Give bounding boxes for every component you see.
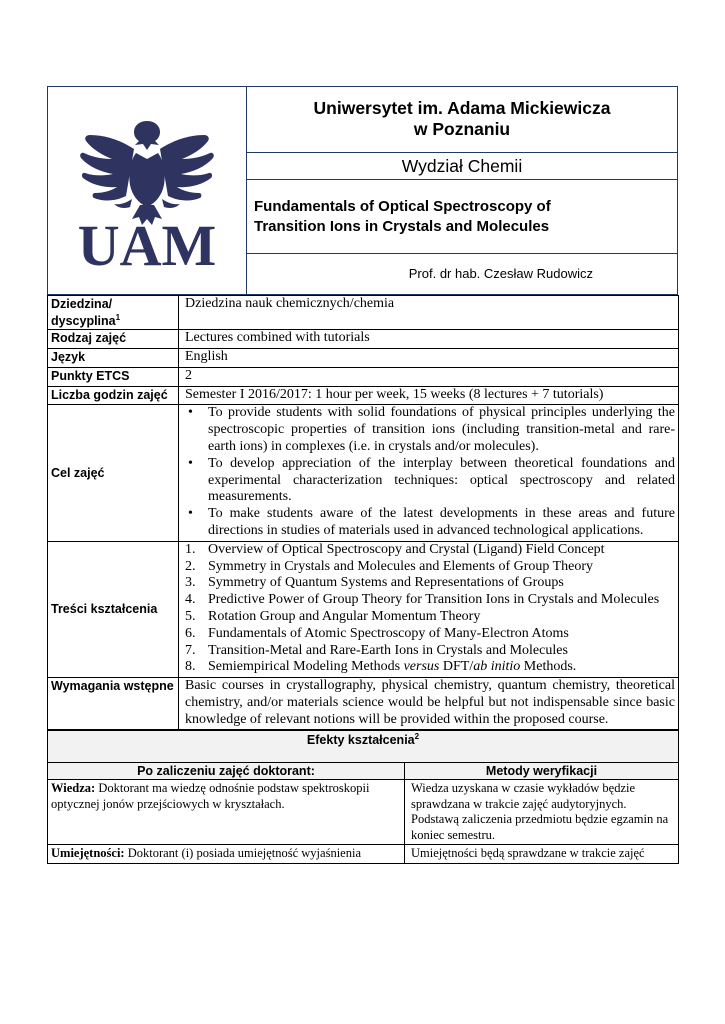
outcomes-col2-header: Metody weryfikacji	[405, 763, 679, 780]
table-row	[48, 348, 679, 367]
table-row	[48, 386, 679, 405]
hours-value: Semester I 2016/2017: 1 hour per week, 15 weeks (8 lectures + 7 tutorials)	[179, 386, 679, 405]
list-item: 1. Overview of Optical Spectroscopy and Crystal (Ligand) Field Concept	[185, 541, 605, 557]
list-item: 3. Symmetry of Quantum Systems and Representations of Groups	[185, 575, 564, 591]
language-label: Język	[48, 348, 179, 367]
lecturer-name: Prof. dr hab. Czesław Rudowicz	[408, 266, 593, 281]
list-item: 2. Symmetry in Crystals and Molecules and Elements of Group Theory	[185, 558, 594, 574]
table-row	[48, 367, 679, 386]
content-label: Treści kształcenia	[48, 541, 179, 677]
table-row	[48, 763, 679, 780]
language-value: English	[179, 348, 679, 367]
list-item: 4. Predictive Power of Group Theory for Transition Ions in Crystals and Molecules	[185, 592, 660, 608]
method-knowledge: Wiedza uzyskana w czasie wykładów będzie sprawdzana w trakcie zajęć audytoryjnych. Podstawą zaliczenia przedmiotu będzie egzamin na koniec semestru.	[405, 780, 679, 845]
table-row	[48, 541, 679, 677]
list-item: 5. Rotation Group and Angular Momentum Theory	[185, 608, 481, 624]
hours-label: Liczba godzin zajęć	[48, 386, 179, 405]
field-label: Dziedzina/ dyscyplina$^1$	[48, 296, 179, 330]
method-skills: Umiejętności będą sprawdzane w trakcie zajęć	[405, 845, 679, 864]
content-list	[179, 541, 679, 677]
table-row	[48, 330, 679, 349]
course-info-table	[47, 295, 679, 730]
document-header	[47, 86, 678, 295]
goals-list	[179, 405, 679, 541]
list-item: • To develop appreciation of the interplay between theoretical foundations and experimental characterization techniques: optical spectroscopy and related measurements.	[188, 455, 675, 505]
outcome-skills: Umiejętności: Doktorant (i) posiada umiejętność wyjaśnienia	[48, 845, 405, 864]
svg-text:UAM: UAM	[77, 213, 217, 278]
uam-eagle-logo-icon	[48, 87, 246, 293]
type-value: Lectures combined with tutorials	[179, 330, 679, 349]
university-name: Uniwersytet im. Adama Mickiewicza w Poznaniu	[247, 87, 677, 153]
list-item: 8. Semiempirical Modeling Methods versus DFT/ab initio Methods.	[185, 659, 577, 675]
outcomes-title: Efekty kształcenia$^2$	[48, 731, 679, 763]
list-item: • To provide students with solid foundations of physical principles underlying the spectroscopic properties of transition ions (including transition-metal and rare-earth ions) in complexes (i.e. in crystals and/or molecules).	[188, 405, 675, 454]
table-row	[48, 678, 679, 730]
list-item: 7. Transition-Metal and Rare-Earth Ions in Crystals and Molecules	[185, 642, 568, 658]
table-row	[48, 731, 679, 763]
table-row	[48, 296, 679, 330]
outcome-knowledge: Wiedza: Doktorant ma wiedzę odnośnie podstaw spektroskopii optycznej jonów przejściowych w kryształach.	[48, 780, 405, 845]
table-row	[48, 780, 679, 845]
list-item: • To make students aware of the latest developments in these areas and future directions in studies of materials used in advanced technological applications.	[188, 506, 675, 538]
outcomes-col1-header: Po zaliczeniu zajęć doktorant:	[48, 763, 405, 780]
table-row	[48, 845, 679, 864]
outcomes-table	[47, 730, 679, 864]
goals-label: Cel zajęć	[48, 405, 179, 541]
table-row	[48, 405, 679, 541]
ects-label: Punkty ETCS	[48, 367, 179, 386]
prereq-label: Wymagania wstępne	[48, 678, 179, 730]
list-item: 6. Fundamentals of Atomic Spectroscopy of Many-Electron Atoms	[185, 625, 569, 641]
logo-cell	[48, 87, 247, 294]
field-value: Dziedzina nauk chemicznych/chemia	[179, 296, 679, 330]
faculty-name: Wydział Chemii	[247, 153, 677, 180]
prereq-value: Basic courses in crystallography, physical chemistry, quantum chemistry, theoretical chemistry, and/or materials science would be helpful but not indispensable since basic knowledge of relevant notions will be provided within the proposed course.	[179, 678, 679, 730]
ects-value: 2	[179, 367, 679, 386]
type-label: Rodzaj zajęć	[48, 330, 179, 349]
course-title: Fundamentals of Optical Spectroscopy of Transition Ions in Crystals and Molecules	[247, 180, 677, 254]
